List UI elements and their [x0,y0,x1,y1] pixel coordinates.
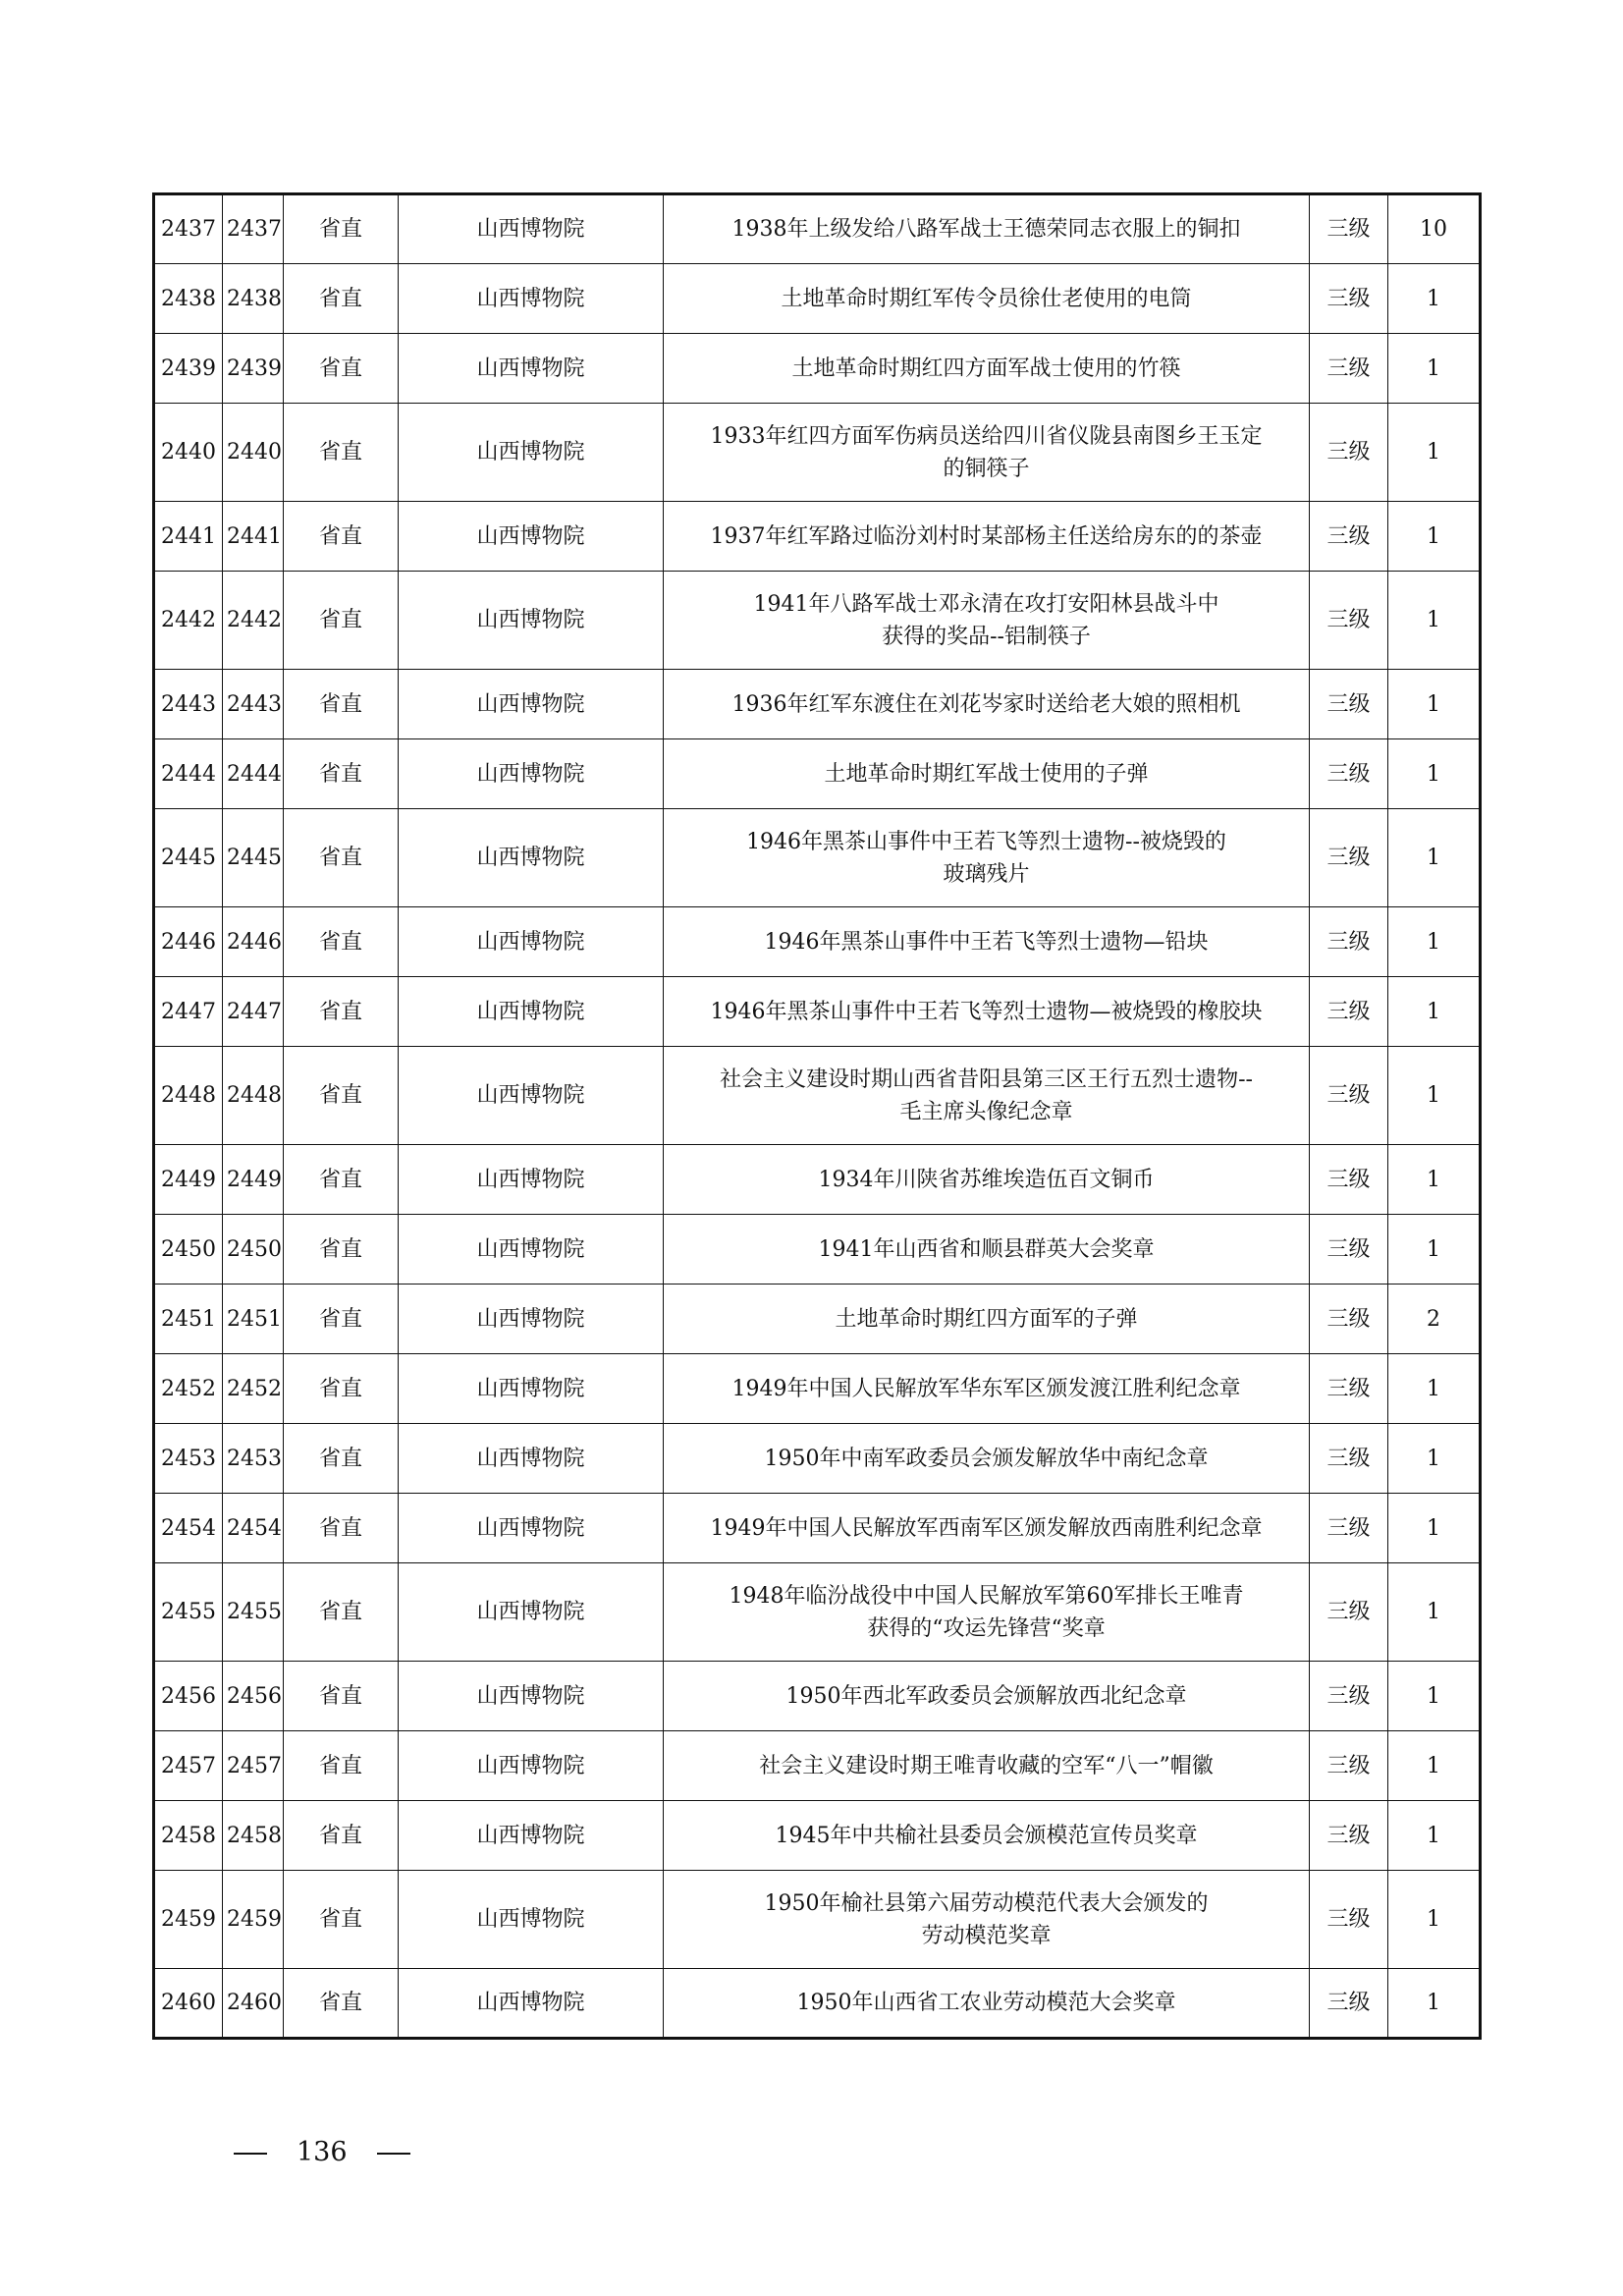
grade-cell: 三级 [1310,1145,1388,1215]
region-cell: 省直 [284,572,399,670]
collection-unit-cell: 山西博物院 [399,264,664,334]
catalog-number-cell: 2444 [223,739,284,809]
catalog-number-cell: 2454 [223,1494,284,1563]
serial-number-cell: 2449 [154,1145,223,1215]
serial-number-cell: 2443 [154,670,223,739]
relic-name-line: 1945年中共榆社县委员会颁模范宣传员奖章 [775,1823,1198,1848]
relic-name-line: 1949年中国人民解放军华东军区颁发渡江胜利纪念章 [731,1376,1241,1401]
collection-unit-cell: 山西博物院 [399,739,664,809]
relic-name-cell [664,502,1310,572]
region-cell: 省直 [284,1662,399,1731]
quantity-cell: 1 [1388,1215,1481,1285]
quantity-cell: 1 [1388,809,1481,907]
relic-name-line: 土地革命时期红四方面军战士使用的竹筷 [791,355,1181,381]
relic-name-line: 1937年红军路过临汾刘村时某部杨主任送给房东的的茶壶 [710,523,1263,549]
collection-unit-cell: 山西博物院 [399,194,664,264]
collection-unit-cell: 山西博物院 [399,1801,664,1871]
relic-name-cell [664,1047,1310,1145]
collection-unit-cell: 山西博物院 [399,572,664,670]
serial-number-cell: 2457 [154,1731,223,1801]
relic-name-cell [664,739,1310,809]
catalog-number-cell: 2453 [223,1424,284,1494]
serial-number-cell: 2442 [154,572,223,670]
grade-cell: 三级 [1310,977,1388,1047]
catalog-number-cell: 2440 [223,404,284,502]
catalog-number-cell: 2446 [223,907,284,977]
relic-name-line: 土地革命时期红军传令员徐仕老使用的电筒 [781,286,1192,311]
relic-name-line: 1936年红军东渡住在刘花岑家时送给老大娘的照相机 [731,691,1241,717]
region-cell: 省直 [284,1215,399,1285]
quantity-cell: 1 [1388,264,1481,334]
relic-name-line: 1950年中南军政委员会颁发解放华中南纪念章 [764,1446,1209,1471]
grade-cell: 三级 [1310,1354,1388,1424]
relic-name-cell [664,1285,1310,1354]
relic-name-cell [664,404,1310,502]
serial-number-cell: 2439 [154,334,223,404]
serial-number-cell: 2446 [154,907,223,977]
relic-name-cell [664,1969,1310,2039]
relic-name-cell [664,1354,1310,1424]
quantity-cell: 1 [1388,977,1481,1047]
quantity-cell: 1 [1388,1801,1481,1871]
relic-name-line: 毛主席头像纪念章 [899,1099,1073,1124]
collection-unit-cell: 山西博物院 [399,1969,664,2039]
collection-unit-cell: 山西博物院 [399,907,664,977]
catalog-number-cell: 2439 [223,334,284,404]
serial-number-cell: 2441 [154,502,223,572]
grade-cell: 三级 [1310,1801,1388,1871]
footer-dash-left [234,2153,267,2155]
region-cell: 省直 [284,977,399,1047]
grade-cell: 三级 [1310,1731,1388,1801]
relic-name-cell [664,1871,1310,1969]
catalog-number-cell: 2437 [223,194,284,264]
quantity-cell: 1 [1388,670,1481,739]
catalog-number-cell: 2445 [223,809,284,907]
catalog-number-cell: 2459 [223,1871,284,1969]
relic-name-cell [664,809,1310,907]
relic-name-line: 1941年八路军战士邓永清在攻打安阳林县战斗中 [753,591,1219,617]
region-cell: 省直 [284,334,399,404]
table-row [154,809,1481,907]
region-cell: 省直 [284,1354,399,1424]
serial-number-cell: 2437 [154,194,223,264]
catalog-number-cell: 2448 [223,1047,284,1145]
relic-name-line: 1948年临汾战役中中国人民解放军第60军排长王唯青 [729,1583,1244,1609]
region-cell: 省直 [284,809,399,907]
quantity-cell: 1 [1388,1871,1481,1969]
serial-number-cell: 2445 [154,809,223,907]
table-row [154,1662,1481,1731]
quantity-cell: 1 [1388,1969,1481,2039]
collection-unit-cell: 山西博物院 [399,670,664,739]
quantity-cell: 1 [1388,572,1481,670]
quantity-cell: 1 [1388,1145,1481,1215]
collection-unit-cell: 山西博物院 [399,1215,664,1285]
relic-name-line: 1941年山西省和顺县群英大会奖章 [818,1236,1155,1262]
grade-cell: 三级 [1310,1662,1388,1731]
collection-unit-cell: 山西博物院 [399,1731,664,1801]
quantity-cell: 1 [1388,1731,1481,1801]
collection-unit-cell: 山西博物院 [399,1145,664,1215]
relic-name-line: 1933年红四方面军伤病员送给四川省仪陇县南图乡王玉定 [710,423,1263,449]
quantity-cell: 1 [1388,1662,1481,1731]
quantity-cell: 1 [1388,739,1481,809]
relic-name-line: 1950年榆社县第六届劳动模范代表大会颁发的 [764,1890,1209,1916]
serial-number-cell: 2459 [154,1871,223,1969]
relic-name-cell [664,1145,1310,1215]
region-cell: 省直 [284,1871,399,1969]
table-row [154,264,1481,334]
region-cell: 省直 [284,739,399,809]
grade-cell: 三级 [1310,1494,1388,1563]
relic-name-cell [664,670,1310,739]
serial-number-cell: 2444 [154,739,223,809]
catalog-number-cell: 2449 [223,1145,284,1215]
relic-name-cell [664,1215,1310,1285]
region-cell: 省直 [284,1285,399,1354]
table-row [154,670,1481,739]
grade-cell: 三级 [1310,1285,1388,1354]
relic-name-cell [664,194,1310,264]
collection-unit-cell: 山西博物院 [399,1285,664,1354]
serial-number-cell: 2440 [154,404,223,502]
relic-name-line: 1950年西北军政委员会颁解放西北纪念章 [785,1683,1187,1709]
region-cell: 省直 [284,1563,399,1662]
grade-cell: 三级 [1310,809,1388,907]
table-row [154,1354,1481,1424]
relic-name-cell [664,1801,1310,1871]
relic-name-cell [664,977,1310,1047]
catalog-number-cell: 2457 [223,1731,284,1801]
quantity-cell: 1 [1388,1354,1481,1424]
relic-name-cell [664,1662,1310,1731]
relic-name-cell [664,907,1310,977]
catalog-number-cell: 2460 [223,1969,284,2039]
grade-cell: 三级 [1310,670,1388,739]
serial-number-cell: 2448 [154,1047,223,1145]
relic-name-cell [664,1731,1310,1801]
region-cell: 省直 [284,907,399,977]
serial-number-cell: 2458 [154,1801,223,1871]
collection-unit-cell: 山西博物院 [399,404,664,502]
catalog-number-cell: 2456 [223,1662,284,1731]
region-cell: 省直 [284,1969,399,2039]
catalog-number-cell: 2447 [223,977,284,1047]
region-cell: 省直 [284,194,399,264]
table-row [154,1969,1481,2039]
table-row [154,1215,1481,1285]
quantity-cell: 1 [1388,502,1481,572]
serial-number-cell: 2450 [154,1215,223,1285]
relic-name-line: 社会主义建设时期山西省昔阳县第三区王行五烈士遗物-- [720,1066,1253,1092]
table-row [154,194,1481,264]
collection-unit-cell: 山西博物院 [399,1424,664,1494]
region-cell: 省直 [284,502,399,572]
grade-cell: 三级 [1310,502,1388,572]
quantity-cell: 1 [1388,1424,1481,1494]
collection-unit-cell: 山西博物院 [399,1047,664,1145]
region-cell: 省直 [284,1145,399,1215]
grade-cell: 三级 [1310,404,1388,502]
grade-cell: 三级 [1310,1215,1388,1285]
catalog-number-cell: 2458 [223,1801,284,1871]
collection-unit-cell: 山西博物院 [399,502,664,572]
relic-name-line: 1946年黑茶山事件中王若飞等烈士遗物—被烧毁的橡胶块 [710,999,1263,1024]
relic-name-cell [664,334,1310,404]
relics-table [152,192,1482,2040]
grade-cell: 三级 [1310,572,1388,670]
table-row [154,502,1481,572]
quantity-cell: 1 [1388,1047,1481,1145]
quantity-cell: 2 [1388,1285,1481,1354]
relic-name-line: 1934年川陕省苏维埃造伍百文铜币 [818,1167,1155,1192]
relic-name-line: 社会主义建设时期王唯青收藏的空军“八一”帽徽 [759,1753,1214,1778]
relic-name-cell [664,1424,1310,1494]
catalog-number-cell: 2441 [223,502,284,572]
page-footer [234,2133,410,2172]
grade-cell: 三级 [1310,1563,1388,1662]
catalog-number-cell: 2442 [223,572,284,670]
collection-unit-cell: 山西博物院 [399,334,664,404]
table-row [154,977,1481,1047]
table-row [154,1047,1481,1145]
relic-name-line: 1950年山西省工农业劳动模范大会奖章 [796,1991,1176,2015]
serial-number-cell: 2453 [154,1424,223,1494]
collection-unit-cell: 山西博物院 [399,809,664,907]
grade-cell: 三级 [1310,194,1388,264]
serial-number-cell: 2455 [154,1563,223,1662]
table-row [154,1145,1481,1215]
relic-name-line: 1946年黑茶山事件中王若飞等烈士遗物—铅块 [764,929,1209,955]
catalog-number-cell: 2452 [223,1354,284,1424]
serial-number-cell: 2452 [154,1354,223,1424]
grade-cell: 三级 [1310,1871,1388,1969]
serial-number-cell: 2460 [154,1969,223,2039]
catalog-number-cell: 2450 [223,1215,284,1285]
catalog-number-cell: 2438 [223,264,284,334]
relic-name-line: 土地革命时期红四方面军的子弹 [835,1306,1138,1332]
table-row [154,404,1481,502]
footer-dash-right [377,2153,410,2155]
table-row [154,907,1481,977]
relic-name-line: 土地革命时期红军战士使用的子弹 [824,761,1149,787]
quantity-cell: 1 [1388,404,1481,502]
quantity-cell: 1 [1388,907,1481,977]
region-cell: 省直 [284,670,399,739]
region-cell: 省直 [284,1047,399,1145]
relic-name-cell [664,1563,1310,1662]
relic-name-cell [664,1494,1310,1563]
relic-name-line: 的铜筷子 [943,456,1030,481]
relic-name-line: 获得的奖品--铝制筷子 [882,624,1091,649]
table-row [154,1731,1481,1801]
catalog-number-cell: 2443 [223,670,284,739]
collection-unit-cell: 山西博物院 [399,1354,664,1424]
serial-number-cell: 2447 [154,977,223,1047]
grade-cell: 三级 [1310,264,1388,334]
table-row [154,1285,1481,1354]
quantity-cell: 1 [1388,1563,1481,1662]
collection-unit-cell: 山西博物院 [399,977,664,1047]
page-number: 136 [297,2137,348,2167]
serial-number-cell: 2454 [154,1494,223,1563]
relic-name-line: 1949年中国人民解放军西南军区颁发解放西南胜利纪念章 [710,1515,1263,1541]
region-cell: 省直 [284,1424,399,1494]
grade-cell: 三级 [1310,1047,1388,1145]
relic-name-line: 1938年上级发给八路军战士王德荣同志衣服上的铜扣 [731,217,1241,242]
relic-name-cell [664,572,1310,670]
table-row [154,1424,1481,1494]
table-row [154,1801,1481,1871]
quantity-cell: 1 [1388,1494,1481,1563]
catalog-number-cell: 2451 [223,1285,284,1354]
region-cell: 省直 [284,404,399,502]
relic-name-line: 获得的“攻运先锋营“奖章 [867,1615,1106,1641]
table-row [154,572,1481,670]
table-row [154,1563,1481,1662]
grade-cell: 三级 [1310,334,1388,404]
quantity-cell: 10 [1388,194,1481,264]
quantity-cell: 1 [1388,334,1481,404]
table-row [154,334,1481,404]
serial-number-cell: 2456 [154,1662,223,1731]
table-body [154,194,1481,2039]
grade-cell: 三级 [1310,907,1388,977]
relic-name-line: 玻璃残片 [943,861,1030,887]
serial-number-cell: 2438 [154,264,223,334]
grade-cell: 三级 [1310,1969,1388,2039]
serial-number-cell: 2451 [154,1285,223,1354]
catalog-number-cell: 2455 [223,1563,284,1662]
collection-unit-cell: 山西博物院 [399,1494,664,1563]
relic-name-cell [664,264,1310,334]
table-row [154,739,1481,809]
relic-name-line: 1946年黑茶山事件中王若飞等烈士遗物--被烧毁的 [746,829,1226,854]
table-row [154,1871,1481,1969]
region-cell: 省直 [284,264,399,334]
collection-unit-cell: 山西博物院 [399,1871,664,1969]
grade-cell: 三级 [1310,739,1388,809]
relic-name-line: 劳动模范奖章 [921,1923,1052,1948]
region-cell: 省直 [284,1494,399,1563]
region-cell: 省直 [284,1801,399,1871]
region-cell: 省直 [284,1731,399,1801]
collection-unit-cell: 山西博物院 [399,1563,664,1662]
collection-unit-cell: 山西博物院 [399,1662,664,1731]
grade-cell: 三级 [1310,1424,1388,1494]
table-row [154,1494,1481,1563]
